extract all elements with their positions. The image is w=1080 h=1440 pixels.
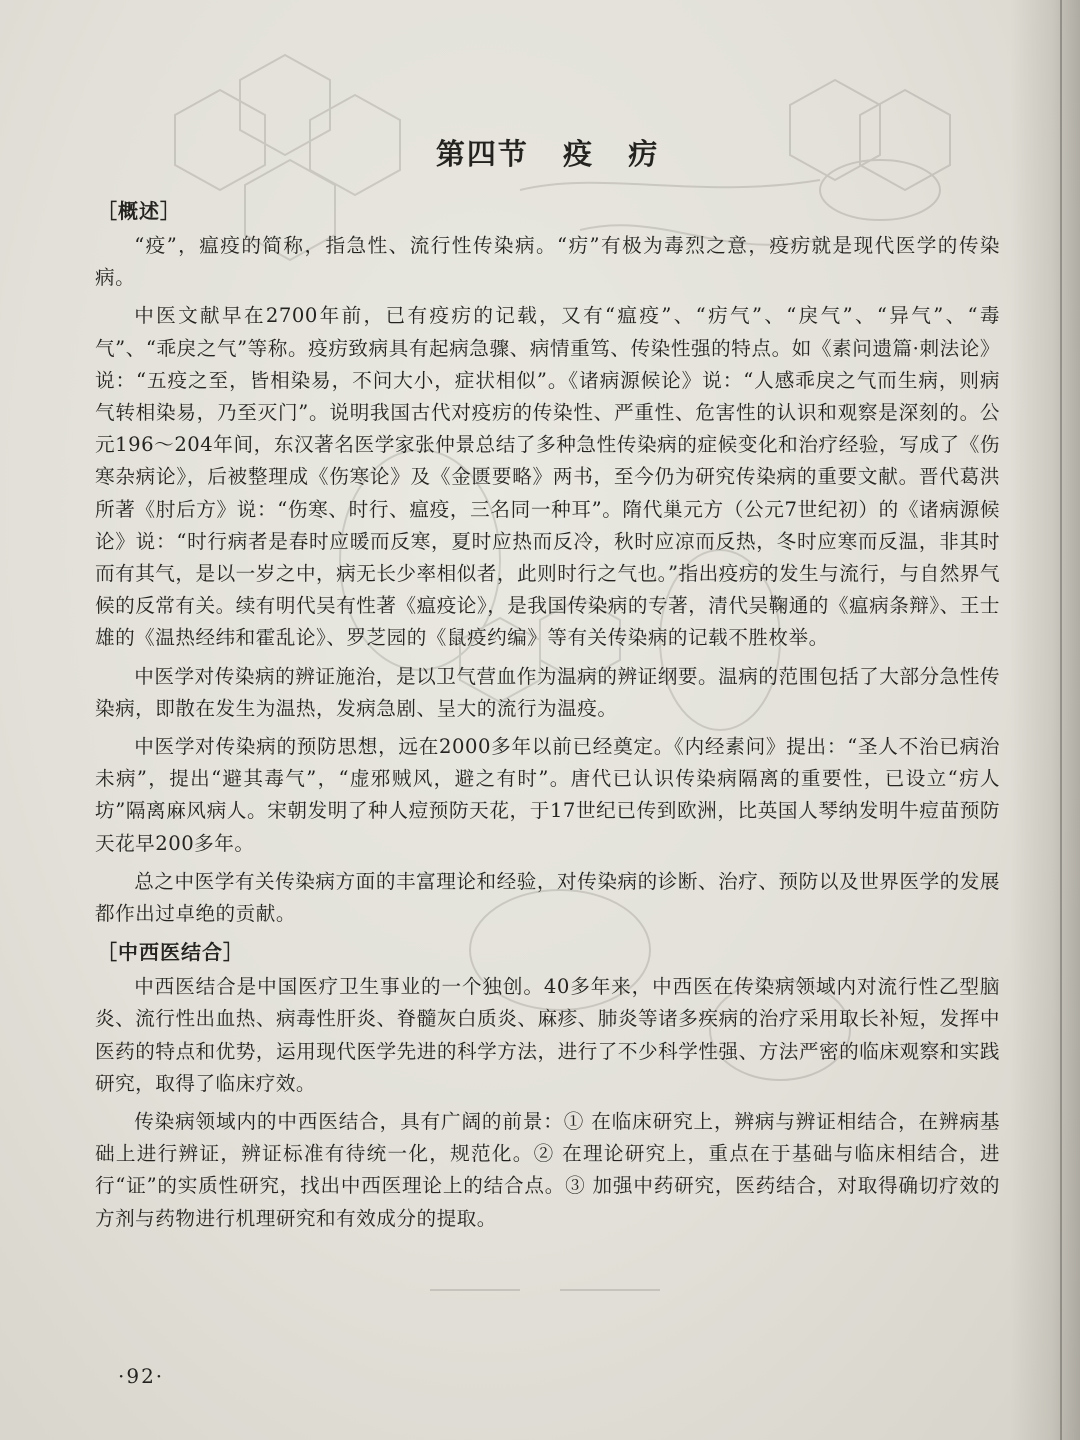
section-label-integration: ［中西医结合］ [97,940,244,965]
paragraph: 中西医结合是中国医疗卫生事业的一个独创。40多年来，中西医在传染病领域内对流行性乙型脑炎、流行性出血热、病毒性肝炎、脊髓灰白质炎、麻疹、肺炎等诸多疾病的治疗采用取长补短，发挥中医药的特点和优势，运用现代医学先进的科学方法，进行了不少科学性强、方法严密的临床观察和实践研究，取得了临床疗效。 [95,975,1000,1095]
paragraph: 中医学对传染病的预防思想，远在2000多年以前已经奠定。《内经素问》提出：“圣人不治已病治未病”，提出“避其毒气”，“虚邪贼风，避之有时”。唐代已认识传染病隔离的重要性，已设立“疠人坊”隔离麻风病人。宋朝发明了种人痘预防天花，于17世纪已传到欧洲，比英国人琴纳发明牛痘苗预防天花早200多年。 [95,735,1000,855]
paragraph: 总之中医学有关传染病方面的丰富理论和经验，对传染病的诊断、治疗、预防以及世界医学的发展都作出过卓绝的贡献。 [95,869,1000,926]
paragraph: “疫”，瘟疫的简称，指急性、流行性传染病。“疠”有极为毒烈之意，疫疠就是现代医学的传染病。 [95,234,1000,290]
paragraph: 中医学对传染病的辨证施治，是以卫气营血作为温病的辨证纲要。温病的范围包括了大部分急性传染病，即散在发生为温热，发病急剧、呈大的流行为温疫。 [95,664,1000,720]
paragraph: 传染病领域内的中西医结合，具有广阔的前景：① 在临床研究上，辨病与辨证相结合，在辨病基础上进行辨证，辨证标准有待统一化，规范化。② 在理论研究上，重点在于基础与临床相结合，进行“证”的实质性研究，找出中西医理论上的结合点。③ 加强中药研究，医药结合，对取得确切疗效的方剂与药物进行机理研究和有效成分的提取。 [95,1110,1000,1230]
section-title: 第四节 疫 疠 [435,137,660,171]
section-integration [95,936,1000,1235]
section-overview [95,195,1000,930]
page-content [95,120,1000,1241]
page-edge-line [1060,0,1062,1440]
section-label-overview: ［概述］ [97,199,181,223]
page-number: ·92· [118,1364,165,1388]
paragraph: 中医文献早在2700年前，已有疫疠的记载，又有“瘟疫”、“疠气”、“戾气”、“异气”、“毒气”、“乖戾之气”等称。疫疠致病具有起病急骤、病情重笃、传染性强的特点。如《素问遗篇·刺法论》说：“五疫之至，皆相染易，不问大小，症状相似”。《诸病源候论》说：“人感乖戾之气而生病，则病气转相染易，乃至灭门”。说明我国古代对疫疠的传染性、严重性、危害性的认识和观察是深刻的。公元196～204年间，东汉著名医学家张仲景总结了多种急性传染病的症候变化和治疗经验，写成了《伤寒杂病论》，后被整理成《伤寒论》及《金匮要略》两书，至今仍为研究传染病的重要文献。晋代葛洪所著《肘后方》说：“伤寒、时行、瘟疫，三名同一种耳”。隋代巢元方（公元7世纪初）的《诸病源候论》说：“时行病者是春时应暖而反寒，夏时应热而反冷，秋时应凉而反热，冬时应寒而反温，非其时而有其气，是以一岁之中，病无长少率相似者，此则时行之气也。”指出疫疠的发生与流行，与自然界气候的反常有关。续有明代吴有性著《瘟疫论》，是我国传染病的专著，清代吴鞠通的《瘟病条辩》、王士雄的《温热经纬和霍乱论》、罗芝园的《鼠疫约编》等有关传染病的记载不胜枚举。 [95,304,1001,650]
page-edge-shadow [1010,0,1080,1440]
